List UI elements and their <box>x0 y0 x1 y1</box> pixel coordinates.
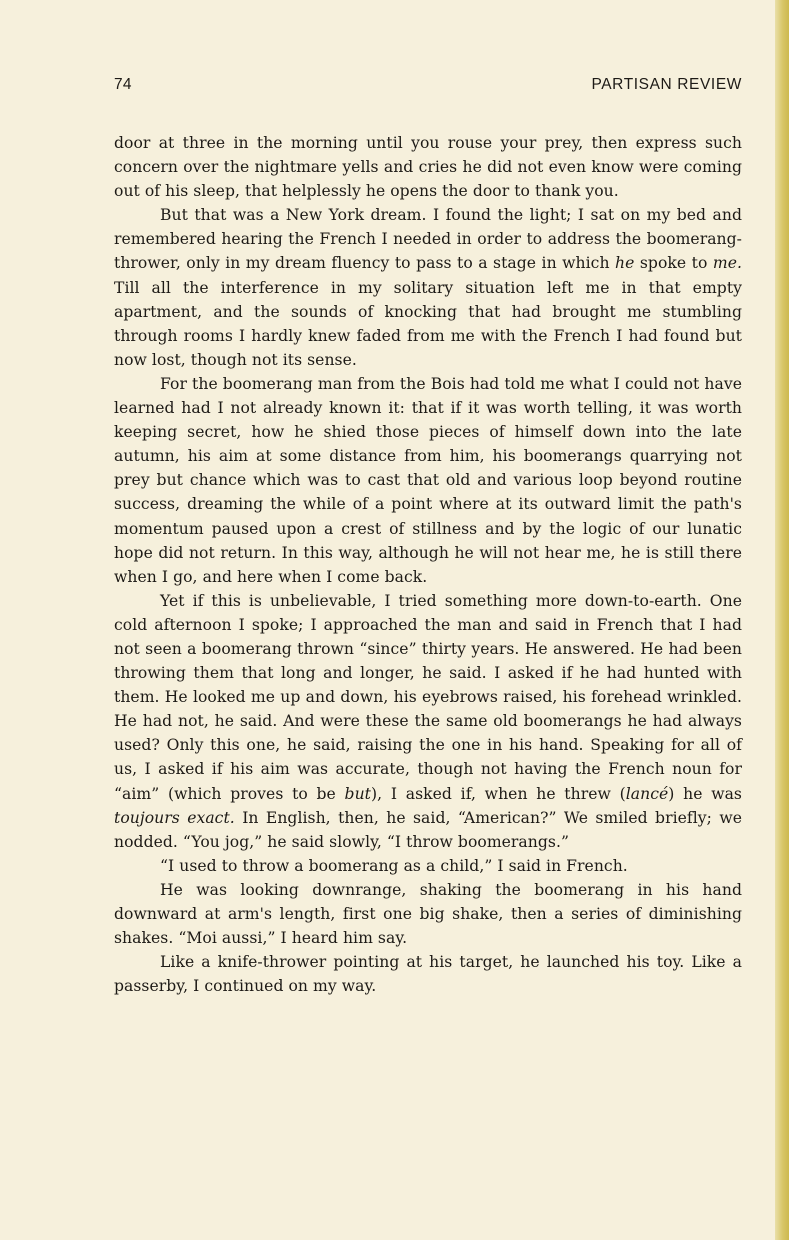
paragraph-5 <box>114 854 742 878</box>
running-head: PARTISAN REVIEW <box>591 76 742 93</box>
text-run: ), I asked if, when he threw ( <box>371 784 626 803</box>
paragraph-3 <box>114 372 742 589</box>
text-run: Like a knife-thrower pointing at his target, he launched his toy. Like a passerby, I continued on my way. <box>114 953 742 996</box>
text-run: For the boomerang man from the Bois had told me what I could not have learned had I not already known it: that if it was worth telling, it was worth keeping secret, how he shied those pieces of himself down into the late autumn, his aim at some distance from him, his boomerangs quarrying not prey but chance which was to cast that old and various loop beyond routine success, dreaming the while of a point where at its outward limit the path's momentum paused upon a crest of stillness and by the logic of our lunatic hope did not return. In this way, although he will not hear me, he is still there when I go, and here when I come back. <box>114 374 742 586</box>
paragraph-2 <box>114 203 742 372</box>
page-edge <box>775 0 789 1240</box>
text-run: spoke to <box>634 254 713 273</box>
paragraph-1 <box>114 131 742 203</box>
italic-run: toujours exact. <box>114 808 235 827</box>
italic-run: me. <box>712 254 742 273</box>
paragraph-7 <box>114 950 742 998</box>
text-run: “I used to throw a boomerang as a child,” I said in French. <box>160 856 628 875</box>
italic-run: lancé <box>625 784 669 803</box>
text-run: Till all the interference in my solitary situation left me in that empty apartment, and the sounds of knocking that had brought me stumbling through rooms I hardly knew faded from me with the French I had found but now lost, though not its sense. <box>114 278 742 369</box>
text-run: Yet if this is unbelievable, I tried something more down-to-earth. One cold afternoon I spoke; I approached the man and said in French that I had not seen a boomerang thrown “since” thirty years. He answered. He had been throwing them that long and longer, he said. I asked if he had hunted with them. He looked me up and down, his eyebrows raised, his forehead wrinkled. He had not, he said. And were these the same old boomerangs he had always used? Only this one, he said, raising the one in his hand. Speaking for all of us, I asked if his aim was accurate, though not having the French noun for “aim” (which proves to be <box>114 591 742 803</box>
text-run: door at three in the morning until you rouse your prey, then express such concern over the nightmare yells and cries he did not even know were coming out of his sleep, that helplessly he opens the door to thank you. <box>114 134 742 201</box>
body-text <box>114 131 742 998</box>
page-header <box>114 76 742 98</box>
italic-run: he <box>615 254 635 273</box>
text-run: But that was a New York dream. I found the light; I sat on my bed and remembered hearing the French I needed in order to address the boomerang-thrower, only in my dream fluency to pass to a stage in which <box>114 206 742 273</box>
text-run: In English, then, he said, “American?” We smiled briefly; we nodded. “You jog,” he said slowly, “I throw boomerangs.” <box>114 808 742 851</box>
paragraph-6 <box>114 878 742 950</box>
italic-run: but <box>344 784 371 803</box>
text-run: He was looking downrange, shaking the boomerang in his hand downward at arm's length, first one big shake, then a series of diminishing shakes. “Moi aussi,” I heard him say. <box>114 880 742 948</box>
paragraph-4 <box>114 589 742 854</box>
text-run: ) he was <box>668 784 742 803</box>
page-number: 74 <box>114 76 132 93</box>
